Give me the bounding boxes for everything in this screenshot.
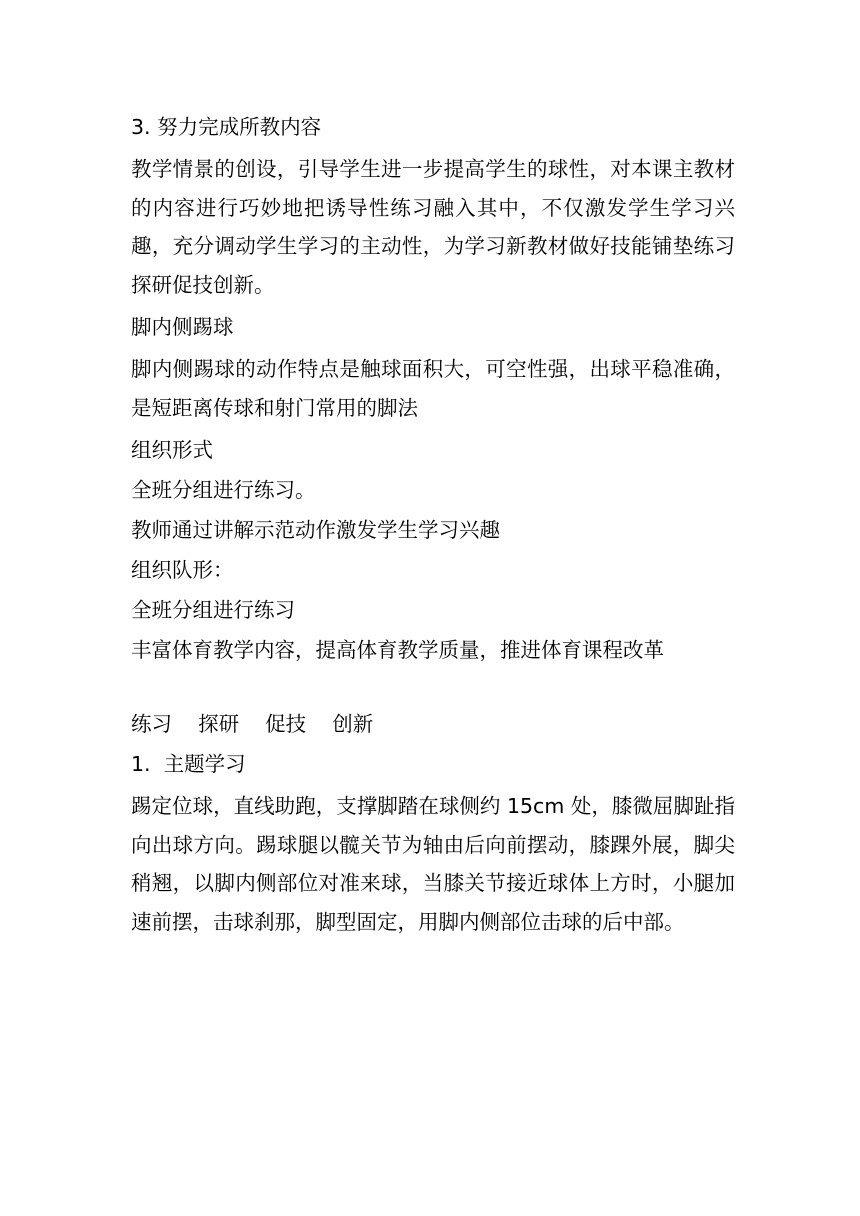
section-heading-effort: 3. 努力完成所教内容: [131, 115, 322, 139]
paragraph-kick-features: 脚内侧踢球的动作特点是触球面积大，可空性强，出球平稳准确，是短距离传球和射门常用的脚法: [131, 357, 735, 420]
paragraph-group-practice: 全班分组进行练习。: [131, 478, 316, 502]
subheading-theme-study: 1. 主题学习: [131, 752, 246, 776]
subheading-inside-kick: 脚内侧踢球: [131, 315, 234, 339]
subheading-organization-form: 组织形式: [131, 438, 213, 462]
document-body: [131, 110, 735, 941]
subheading-formation: 组织队形：: [131, 558, 234, 582]
paragraph-kick-technique: 踢定位球，直线助跑，支撑脚踏在球侧约 15cm 处，膝微屈脚趾指向出球方向。踢球腿以髋关节为轴由后向前摆动，膝踝外展，脚尖稍翘，以脚内侧部位对准来球，当膝关节接近球体上方时，小腿加速前摆，击球刹那，脚型固定，用脚内侧部位击球的后中部。: [131, 794, 735, 934]
paragraph-group-practice-2: 全班分组进行练习: [131, 598, 295, 622]
paragraph-teaching-scenario: 教学情景的创设，引导学生进一步提高学生的球性，对本课主教材的内容进行巧妙地把诱导性练习融入其中，不仅激发学生学习兴趣，充分调动学生学习的主动性，为学习新教材做好技能铺垫练习探研促技创新。: [131, 157, 735, 297]
paragraph-enrich-pe: 丰富体育教学内容，提高体育教学质量，推进体育课程改革: [131, 638, 664, 662]
blank-line: [131, 667, 735, 707]
paragraph-teacher-demo: 教师通过讲解示范动作激发学生学习兴趣: [131, 518, 500, 542]
subheading-practice-innovate: 练习 探研 促技 创新: [131, 712, 374, 736]
